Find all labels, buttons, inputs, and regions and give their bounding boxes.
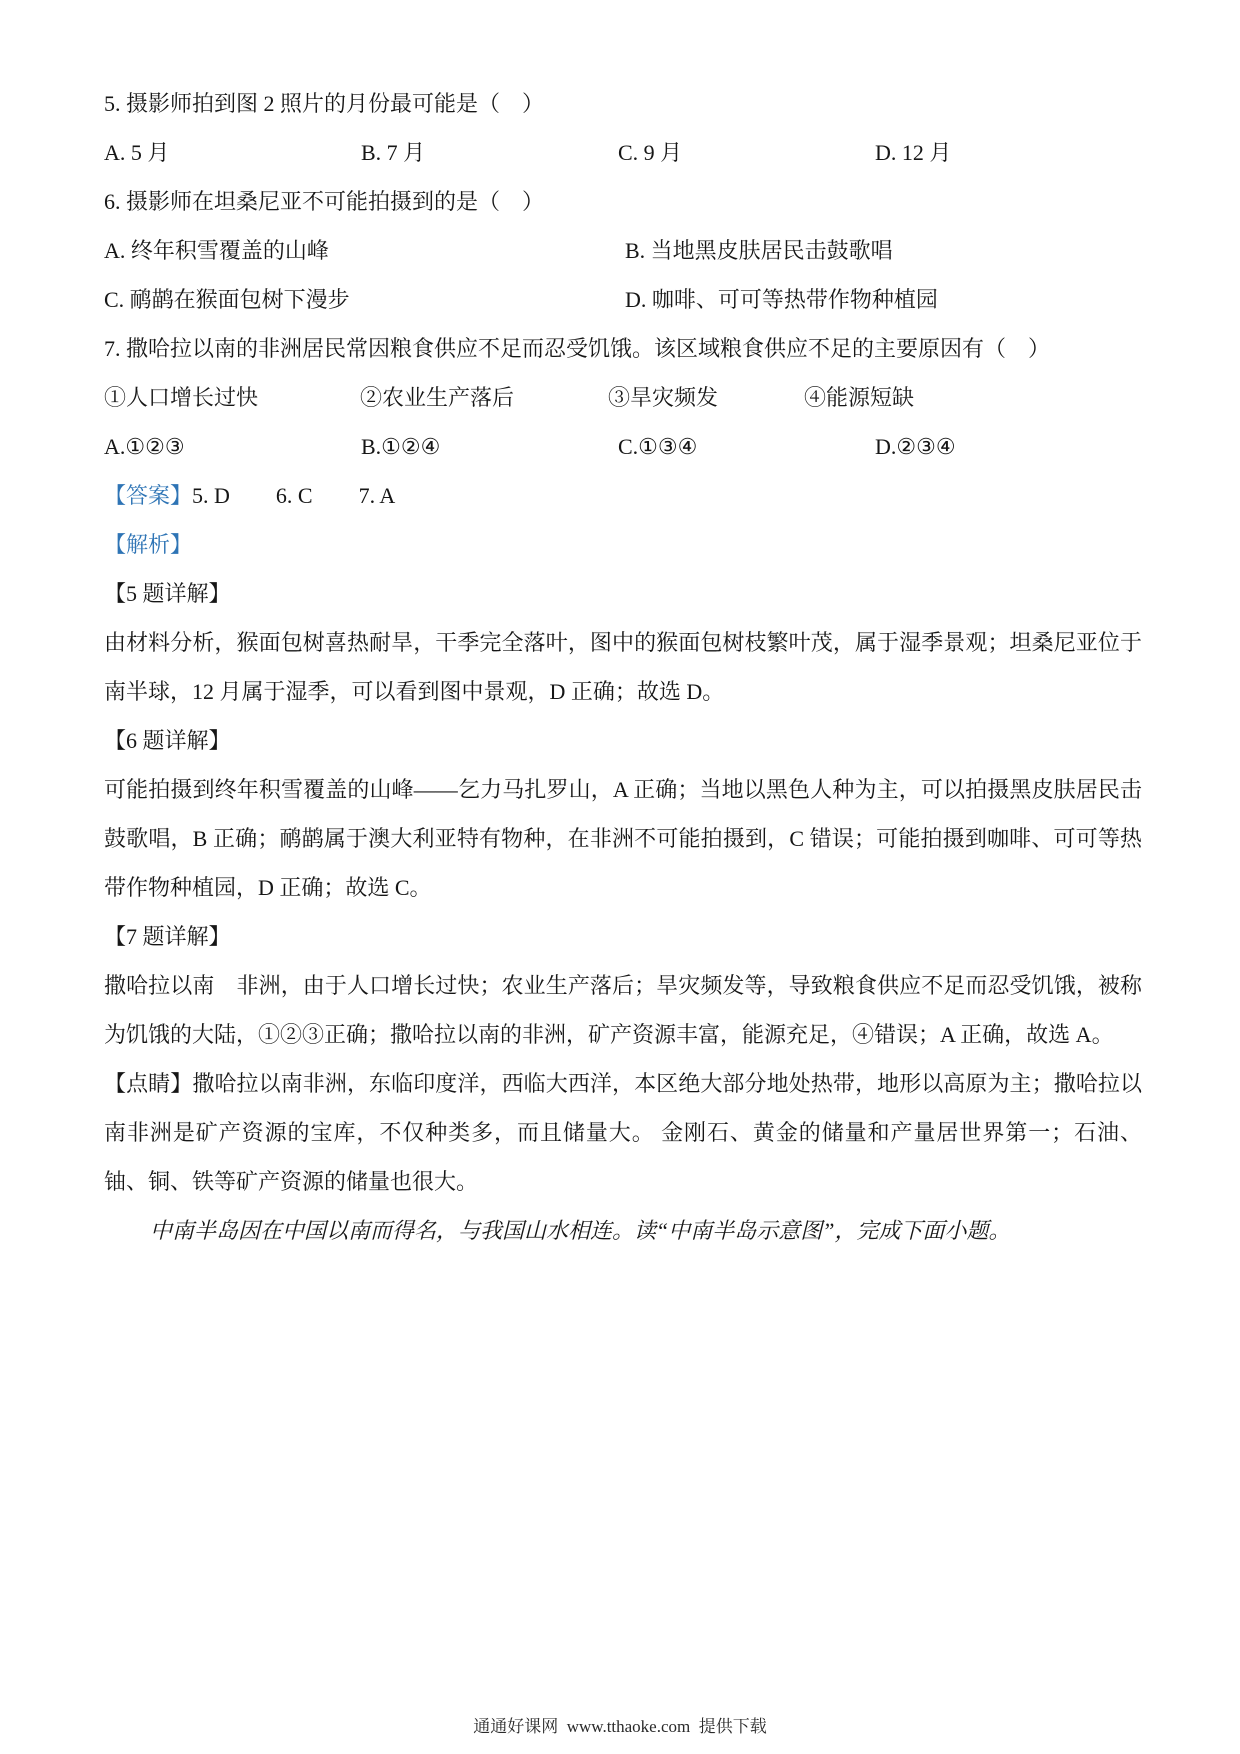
question-5-options <box>104 128 1142 177</box>
q5-option-c: C. 9 月 <box>618 140 683 165</box>
explain-5-heading: 【5 题详解】 <box>104 581 231 606</box>
answer-label: 【答案】 <box>104 483 193 508</box>
question-6-stem: 6. 摄影师在坦桑尼亚不可能拍摄到的是（ ） <box>104 189 545 214</box>
explain-6-body: 可能拍摄到终年积雪覆盖的山峰——乞力马扎罗山，A 正确；当地以黑色人种为主，可以拍摄黑皮肤居民击鼓歌唱，B 正确；鸸鹋属于澳大利亚特有物种，在非洲不可能拍摄到，C 错误；可能拍摄到咖啡、可可等热带作物种植园，D 正确；故选 C。 <box>104 777 1142 900</box>
q7-option-c: C.①③④ <box>618 434 698 459</box>
tip-label: 【点睛】 <box>104 1071 193 1096</box>
answer-line <box>104 471 1142 520</box>
question-7-stem: 7. 撒哈拉以南的非洲居民常因粮食供应不足而忍受饥饿。该区域粮食供应不足的主要原因有（ ） <box>104 336 1051 361</box>
answer-q7: 7. A <box>358 483 396 508</box>
q7-item-1: ①人口增长过快 <box>104 385 259 410</box>
answer-q5: 5. D <box>192 483 230 508</box>
analysis-label: 【解析】 <box>104 532 193 557</box>
question-5-stem: 5. 摄影师拍到图 2 照片的月份最可能是（ ） <box>104 91 545 116</box>
q5-option-a: A. 5 月 <box>104 140 170 165</box>
answer-q6: 6. C <box>275 483 313 508</box>
question-6-options-cd <box>104 275 1142 324</box>
q5-option-d: D. 12 月 <box>875 140 952 165</box>
analysis-line <box>104 520 1142 569</box>
q6-option-b: B. 当地黑皮肤居民击鼓歌唱 <box>625 238 893 263</box>
q6-option-a: A. 终年积雪覆盖的山峰 <box>104 238 329 263</box>
tip-body: 撒哈拉以南非洲，东临印度洋，西临大西洋，本区绝大部分地处热带，地形以高原为主；撒哈拉以南非洲是矿产资源的宝库，不仅种类多，而且储量大。 金刚石、黄金的储量和产量居世界第一；石油、铀、铜、铁等矿产资源的储量也很大。 <box>104 1071 1142 1194</box>
q7-item-2: ②农业生产落后 <box>360 385 515 410</box>
page-footer <box>0 1717 1240 1737</box>
question-7-items <box>104 373 1142 422</box>
q6-option-d: D. 咖啡、可可等热带作物种植园 <box>625 287 938 312</box>
q5-option-b: B. 7 月 <box>361 140 426 165</box>
q7-item-3: ③旱灾频发 <box>608 385 719 410</box>
question-7-options <box>104 422 1142 471</box>
question-6-options-ab <box>104 226 1142 275</box>
q6-option-c: C. 鸸鹋在猴面包树下漫步 <box>104 287 350 312</box>
footer-watermark-text: 通通好课网 www.tthaoke.com 提供下载 <box>473 1717 767 1736</box>
q7-option-a: A.①②③ <box>104 434 185 459</box>
next-section-intro: 中南半岛因在中国以南而得名，与我国山水相连。读“中南半岛示意图”，完成下面小题。 <box>150 1218 1011 1243</box>
document-body <box>104 79 1142 1255</box>
explain-6-heading: 【6 题详解】 <box>104 728 231 753</box>
q7-item-4: ④能源短缺 <box>804 385 915 410</box>
explain-7-heading: 【7 题详解】 <box>104 924 231 949</box>
explain-7-body: 撒哈拉以南 非洲，由于人口增长过快；农业生产落后；旱灾频发等，导致粮食供应不足而忍受饥饿，被称为饥饿的大陆，①②③正确；撒哈拉以南的非洲，矿产资源丰富，能源充足，④错误；A 正确，故选 A。 <box>104 973 1142 1047</box>
explain-5-body: 由材料分析，猴面包树喜热耐旱，干季完全落叶，图中的猴面包树枝繁叶茂，属于湿季景观；坦桑尼亚位于南半球，12 月属于湿季，可以看到图中景观，D 正确；故选 D。 <box>104 630 1142 704</box>
q7-option-d: D.②③④ <box>875 434 956 459</box>
tip-paragraph <box>104 1059 1142 1206</box>
q7-option-b: B.①②④ <box>361 434 441 459</box>
